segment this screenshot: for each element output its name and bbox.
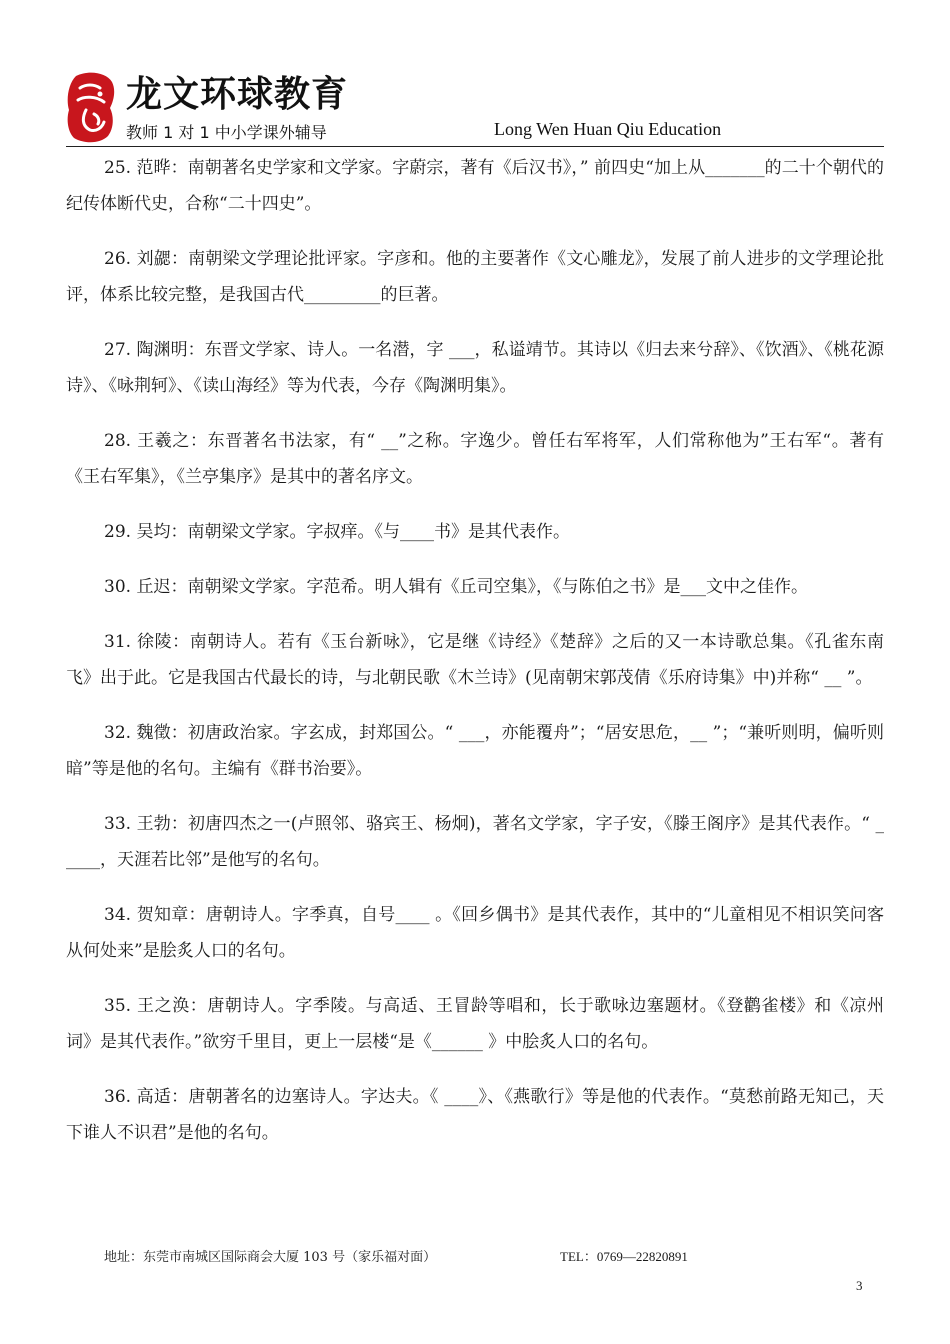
entry-27: 27. 陶渊明：东晋文学家、诗人。一名潜，字 ___，私谥靖节。其诗以《归去来兮辞》、《饮酒》、《桃花源诗》、《咏荆轲》、《读山海经》等为代表，今存《陶渊明集》。	[66, 340, 884, 396]
entry-25: 25. 范晔：南朝著名史学家和文学家。字蔚宗，著有《后汉书》，” 前四史“加上从_______的二十个朝代的纪传体断代史，合称“二十四史”。	[66, 158, 884, 214]
entry-36: 36. 高适：唐朝著名的边塞诗人。字达夫。《 ____》、《燕歌行》等是他的代表作。“莫愁前路无知己，天下谁人不识君”是他的名句。	[66, 1087, 884, 1143]
entry-35: 35. 王之涣：唐朝诗人。字季陵。与高适、王冒龄等唱和，长于歌咏边塞题材。《登鹳雀楼》和《凉州词》是其代表作。”欲穷千里目，更上一层楼“是《______ 》中脍炙人口的名句。	[66, 996, 884, 1052]
entry-33: 33. 王勃：初唐四杰之一(卢照邻、骆宾王、杨炯)，著名文学家，字子安，《滕王阁序》是其代表作。“ _____，天涯若比邻”是他写的名句。	[66, 814, 884, 870]
longwen-logo-icon	[66, 70, 116, 144]
page-number: 3	[856, 1278, 863, 1293]
document-body	[66, 150, 884, 1170]
entry-30: 30. 丘迟：南朝梁文学家。字范希。明人辑有《丘司空集》，《与陈伯之书》是___文中之佳作。	[104, 577, 808, 597]
entry-26: 26. 刘勰：南朝梁文学理论批评家。字彦和。他的主要著作《文心雕龙》，发展了前人进步的文学理论批评，体系比较完整，是我国古代_________的巨著。	[66, 249, 884, 305]
footer-tel: TEL：0769—22820891	[560, 1249, 688, 1264]
entry-32: 32. 魏徵：初唐政治家。字玄成，封郑国公。“ ___，亦能覆舟”；“居安思危，__ ”；“兼听则明，偏听则暗”等是他的名句。主编有《群书治要》。	[66, 723, 884, 779]
header-divider	[66, 146, 884, 147]
brand-title: 龙文环球教育	[126, 74, 349, 115]
entry-31: 31. 徐陵：南朝诗人。若有《玉台新咏》，它是继《诗经》《楚辞》之后的又一本诗歌总集。《孔雀东南飞》出于此。它是我国古代最长的诗，与北朝民歌《木兰诗》(见南朝宋郭茂倩《乐府诗集》中)并称“ __ ”。	[66, 632, 884, 688]
entry-34: 34. 贺知章：唐朝诗人。字季真，自号____ 。《回乡偶书》是其代表作，其中的“儿童相见不相识笑问客从何处来”是脍炙人口的名句。	[66, 905, 884, 961]
entry-28: 28. 王羲之：东晋著名书法家，有“ __”之称。字逸少。曾任右军将军，人们常称他为”王右军“。著有《王右军集》，《兰亭集序》是其中的著名序文。	[66, 431, 884, 487]
brand-subtitle: 教师 1 对 1 中小学课外辅导	[126, 123, 327, 142]
entry-29: 29. 吴均：南朝梁文学家。字叔痒。《与____书》是其代表作。	[104, 522, 570, 542]
footer-address: 地址：东莞市南城区国际商会大厦 103 号（家乐福对面）	[104, 1250, 437, 1265]
brand-english-name: Long Wen Huan Qiu Education	[494, 119, 722, 139]
page-header	[66, 66, 884, 148]
